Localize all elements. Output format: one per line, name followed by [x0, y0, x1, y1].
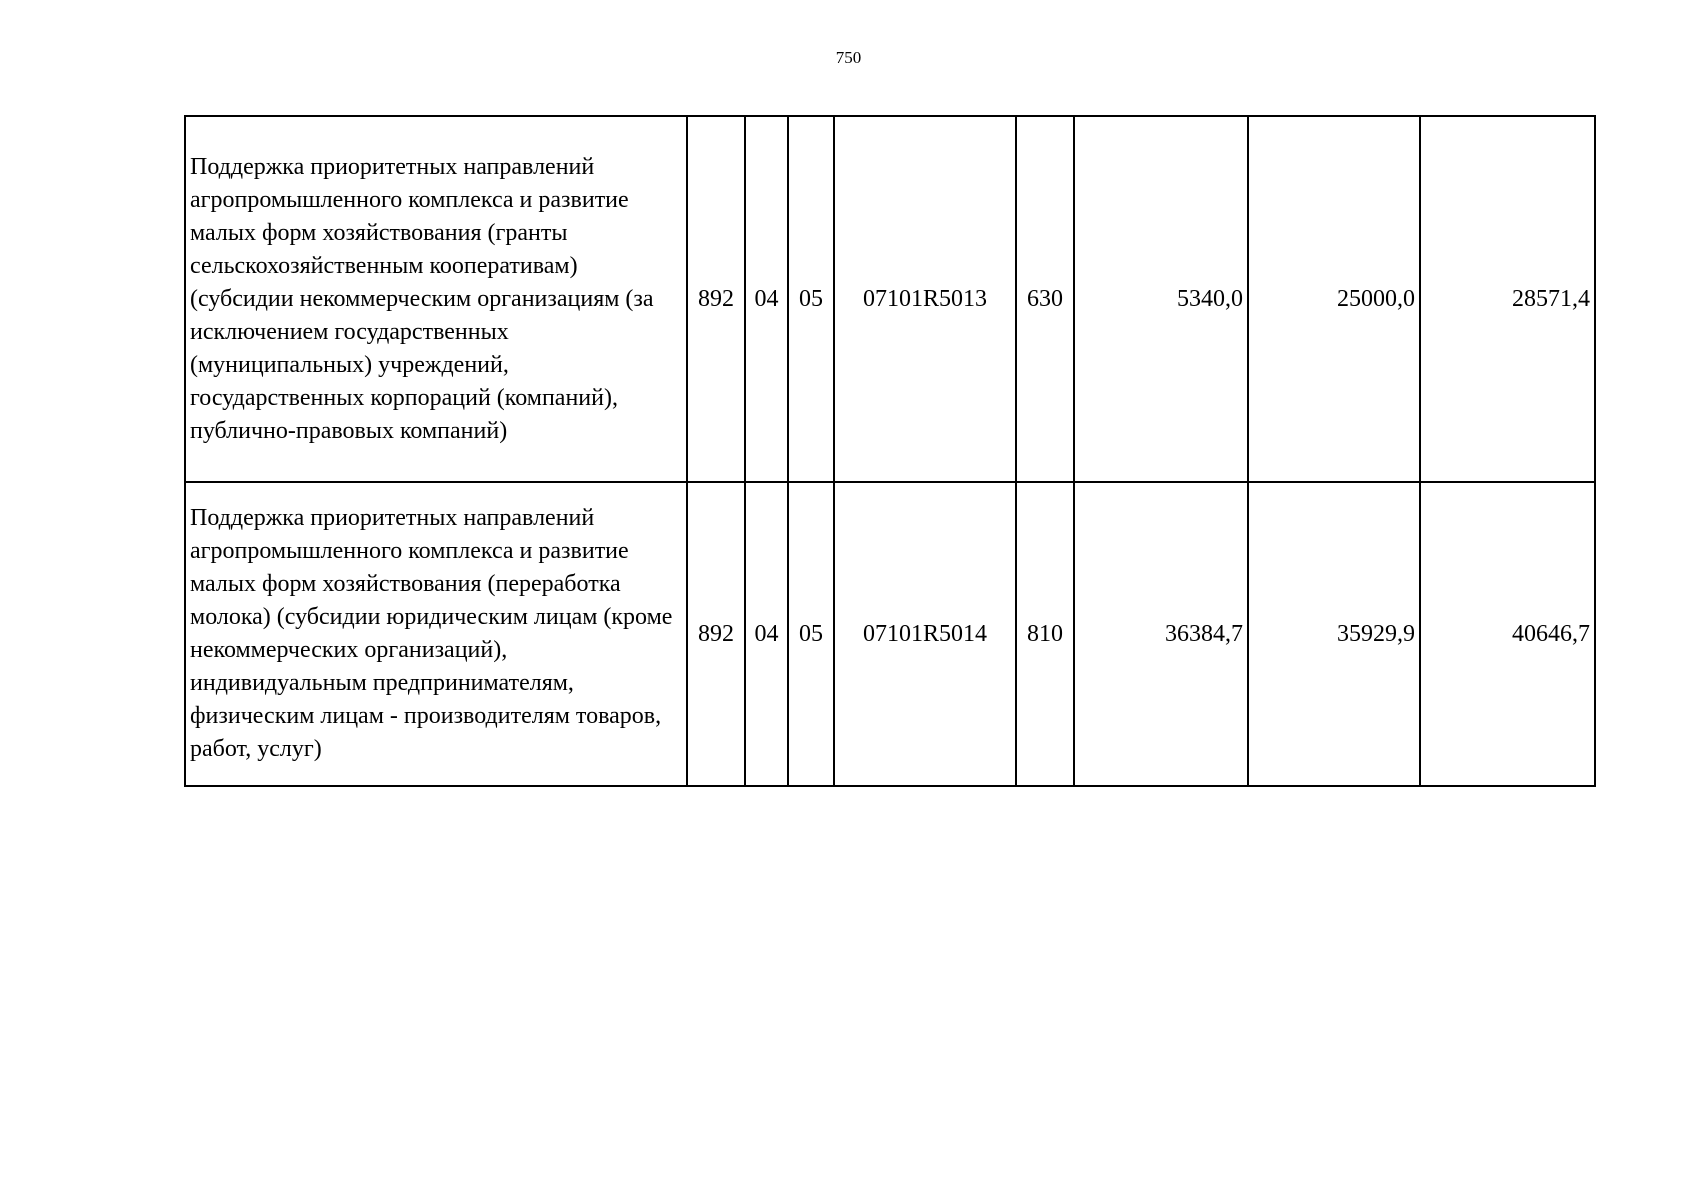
amount-cell-2: 25000,0: [1248, 116, 1420, 482]
target-article-code: 07101R5013: [834, 116, 1016, 482]
budget-table: [184, 115, 1596, 787]
row-description: Поддержка приоритетных направлений агропромышленного комплекса и развитие малых форм хозяйствования (переработка молока) (субсидии юридическим лицам (кроме некоммерческих организаций), индивидуальным предпринимателям, физическим лицам - производителям товаров, работ, услуг): [185, 482, 687, 786]
row-description: Поддержка приоритетных направлений агропромышленного комплекса и развитие малых форм хозяйствования (гранты сельскохозяйственным кооперативам) (субсидии некоммерческим организациям (за исключением государственных (муниципальных) учреждений, государственных корпораций (компаний), публично-правовых компаний): [185, 116, 687, 482]
section-code: 04: [745, 116, 788, 482]
subsection-code: 05: [788, 482, 834, 786]
section-code: 04: [745, 482, 788, 786]
amount-cell-1: 36384,7: [1074, 482, 1248, 786]
amount-cell-3: 40646,7: [1420, 482, 1595, 786]
amount-cell-3: 28571,4: [1420, 116, 1595, 482]
page-number: 750: [835, 48, 862, 67]
amount-cell-2: 35929,9: [1248, 482, 1420, 786]
amount-cell-1: 5340,0: [1074, 116, 1248, 482]
table-row: [185, 482, 1595, 786]
table-row: [185, 116, 1595, 482]
expense-type-code: 810: [1016, 482, 1074, 786]
subsection-code: 05: [788, 116, 834, 482]
target-article-code: 07101R5014: [834, 482, 1016, 786]
ministry-code: 892: [687, 116, 745, 482]
ministry-code: 892: [687, 482, 745, 786]
expense-type-code: 630: [1016, 116, 1074, 482]
